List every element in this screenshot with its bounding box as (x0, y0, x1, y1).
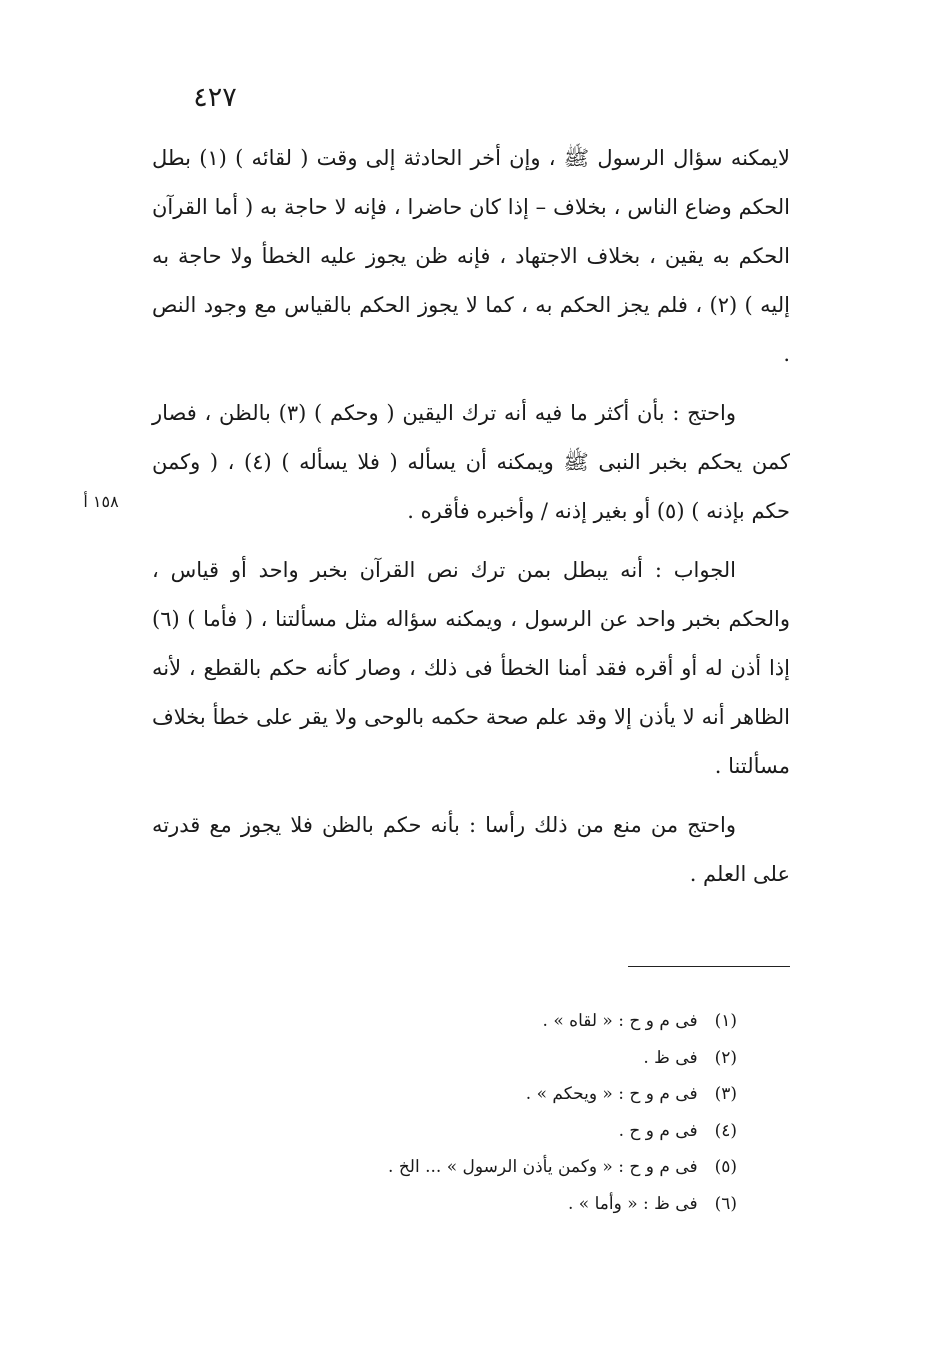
footnote-text: فى ظ : « وأما » . (568, 1193, 698, 1214)
footnote (200, 1003, 737, 1040)
footnote-text: فى م و ح : « وكمن يأذن الرسول » ... الخ . (388, 1157, 698, 1177)
footnote (200, 1149, 737, 1186)
footnote (200, 1076, 737, 1113)
footnote-text: فى م و ح : « ويحكم » . (525, 1084, 698, 1104)
footnote (200, 1113, 737, 1150)
footnote-number: (٤) (714, 1120, 737, 1141)
main-text (152, 134, 790, 909)
footnote-number: (٦) (714, 1193, 737, 1214)
footnote-text: فى ظ . (643, 1047, 698, 1068)
footnote-text: فى م و ح . (618, 1120, 698, 1141)
paragraph: الجواب : أنه يبطل بمن ترك نص القرآن بخبر واحد أو قياس ، والحكم بخبر واحد عن الرسول ، ويمكنه سؤاله مثل مسألتنا ، ( فأما ) (٦) إذا أذن له أو أقره فقد أمنا الخطأ فى ذلك ، وصار كأنه حكم بالقطع ، لأنه الظاهر أنه لا يأذن إلا وقد علم صحة حكمه بالوحى ولا يقر على خطأ بخلاف مسألتنا . (152, 558, 790, 778)
footnote-divider (628, 966, 790, 967)
footnote-text: فى م و ح : « لقاه » . (542, 1011, 698, 1031)
footnotes (200, 1003, 737, 1222)
footnote-number: (١) (714, 1011, 737, 1031)
footnote-number: (٥) (714, 1157, 737, 1177)
footnote-number: (٣) (714, 1084, 737, 1104)
page-number: ٤٢٧ (193, 82, 237, 113)
paragraph: واحتج : بأن أكثر ما فيه أنه ترك اليقين ( وحكم ) (٣) بالظن ، فصار كمن يحكم بخبر النبى ﷺ ويمكنه أن يسأله ( فلا يسأله ) (٤) ، ( وكمن حكم بإذنه ) (٥) أو بغير إذنه / وأخبره فأقره . (152, 401, 790, 523)
footnote-number: (٢) (714, 1047, 737, 1068)
footnote (200, 1186, 737, 1223)
footnote (200, 1040, 737, 1077)
paragraph: واحتج من منع من ذلك رأسا : بأنه حكم بالظن فلا يجوز مع قدرته على العلم . (152, 813, 790, 886)
manuscript-folio-note: ١٥٨ أ (83, 492, 119, 511)
paragraph: لايمكنه سؤال الرسول ﷺ ، وإن أخر الحادثة إلى وقت ( لقائه ) (١) بطل الحكم وضاع الناس ، بخلاف – إذا كان حاضرا ، فإنه لا حاجة به ( أما القرآن الحكم به يقين ، بخلاف الاجتهاد ، فإنه ظن يجوز عليه الخطأ ولا حاجة به إليه ) (٢) ، فلم يجز الحكم به ، كما لا يجوز الحكم بالقياس مع وجود النص . (152, 146, 790, 366)
